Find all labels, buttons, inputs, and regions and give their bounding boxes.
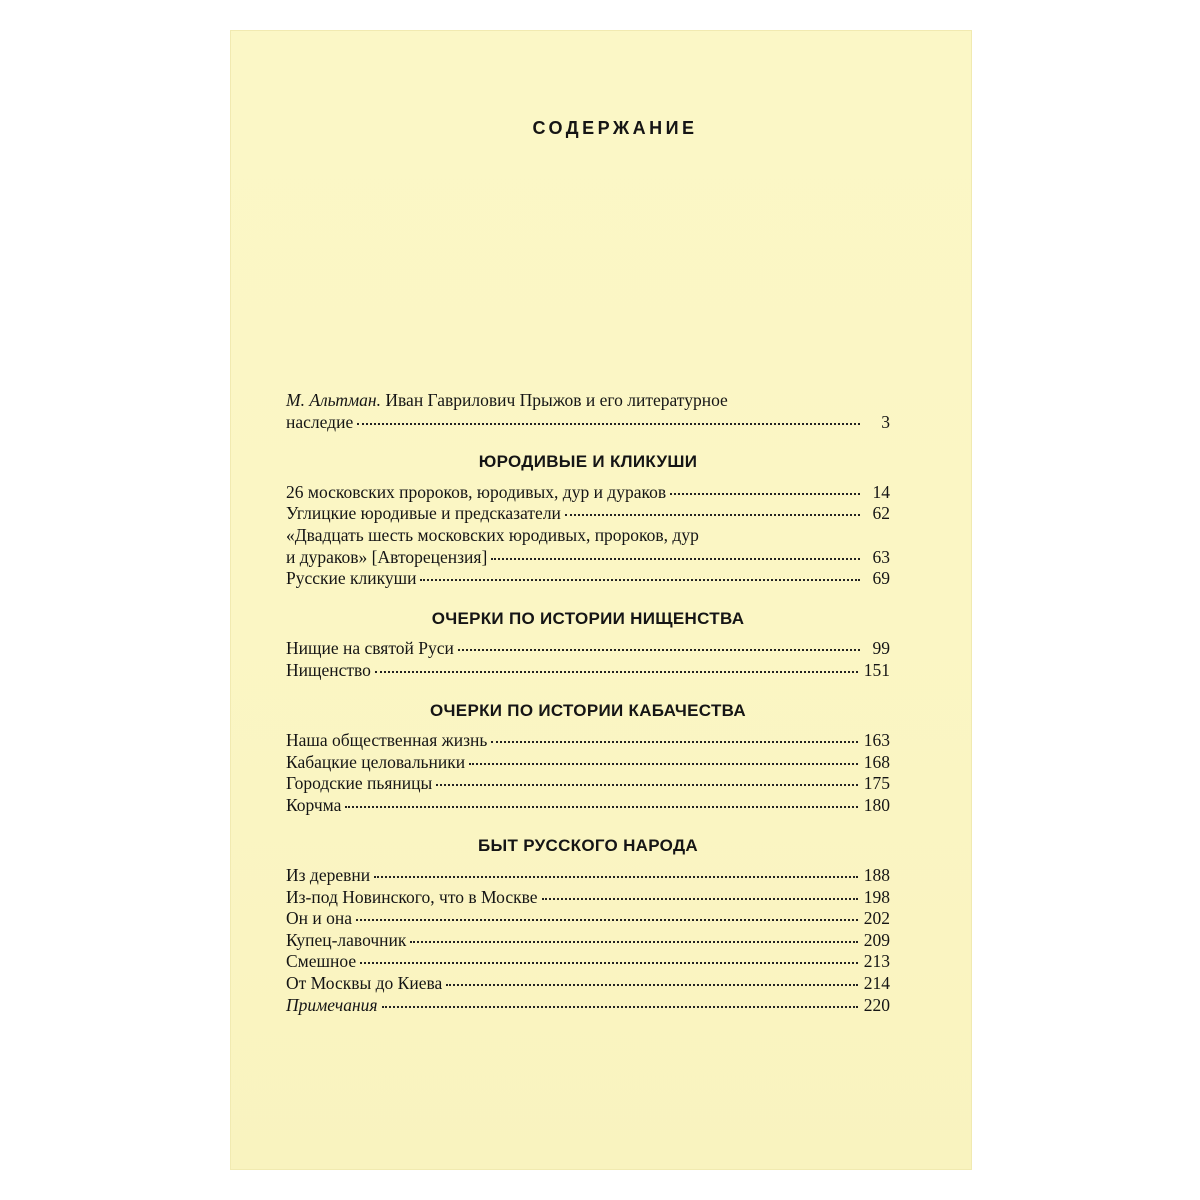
page-title: СОДЕРЖАНИЕ: [532, 118, 698, 138]
toc-entry-page-number: 220: [863, 994, 890, 1015]
toc-entry: [286, 951, 890, 973]
toc-entry-page-number: 99: [872, 638, 890, 659]
book-page: [230, 30, 972, 1170]
toc-entry: [286, 795, 890, 817]
toc-entry: [286, 865, 890, 887]
toc-entry-title: От Москвы до Киева: [286, 973, 443, 994]
dot-leader: [458, 649, 860, 651]
toc-entry: [286, 568, 890, 590]
intro-page-number: 3: [881, 411, 890, 432]
toc-entry-title: Смешное: [286, 951, 357, 972]
toc-entry-page-number: 198: [863, 886, 890, 907]
dot-leader: [420, 579, 860, 581]
toc-entry-page-number: 180: [863, 794, 890, 815]
toc-entry-page-number: 63: [872, 546, 890, 567]
toc-entry: [286, 908, 890, 930]
toc-entry: [286, 995, 890, 1017]
toc-entry-title: Он и она: [286, 908, 353, 929]
dot-leader: [565, 514, 860, 516]
toc-sections: [286, 451, 890, 1016]
toc-entry-page-number: 214: [863, 973, 890, 994]
dot-leader: [410, 941, 857, 943]
toc-entry-title-line1: «Двадцать шесть московских юродивых, пророков, дур: [286, 524, 699, 545]
dot-leader: [491, 741, 857, 743]
dot-leader: [375, 671, 858, 673]
dot-leader: [436, 784, 857, 786]
intro-title-line2: наследие: [286, 411, 354, 432]
table-of-contents: [286, 390, 890, 1016]
toc-entry-title: Примечания: [286, 994, 378, 1015]
intro-entry-line2: [286, 412, 890, 434]
section-heading: ОЧЕРКИ ПО ИСТОРИИ КАБАЧЕСТВА: [430, 700, 746, 720]
toc-entry: [286, 887, 890, 909]
dot-leader: [357, 423, 860, 425]
toc-entry-page-number: 62: [872, 503, 890, 524]
toc-entry-page-number: 175: [863, 773, 890, 794]
toc-entry: [286, 638, 890, 660]
toc-entry: [286, 547, 890, 569]
section-heading: БЫТ РУССКОГО НАРОДА: [478, 835, 698, 855]
dot-leader: [374, 876, 858, 878]
toc-entry: [286, 660, 890, 682]
toc-entry: [286, 930, 890, 952]
toc-entry-page-number: 14: [872, 481, 890, 502]
toc-entry-title: Кабацкие целовальники: [286, 751, 466, 772]
toc-entry-title: Купец-лавочник: [286, 929, 407, 950]
intro-entry: [286, 390, 890, 433]
toc-entry-page-number: 151: [863, 659, 890, 680]
section-heading: ОЧЕРКИ ПО ИСТОРИИ НИЩЕНСТВА: [431, 608, 745, 628]
toc-entry-title: Нищенство: [286, 659, 371, 680]
toc-entry: [286, 482, 890, 504]
toc-entry-title: и дураков» [Авторецензия]: [286, 546, 488, 567]
dot-leader: [542, 898, 858, 900]
toc-entry-title: Из-под Новинского, что в Москве: [286, 886, 538, 907]
dot-leader: [491, 558, 860, 560]
toc-entry-title: Из деревни: [286, 865, 371, 886]
dot-leader: [356, 919, 858, 921]
toc-entry: [286, 973, 890, 995]
intro-title-line1: Иван Гаврилович Прыжов и его литературное: [385, 390, 728, 410]
toc-entry-title: Городские пьяницы: [286, 773, 433, 794]
toc-entry-title: Нищие на святой Руси: [286, 638, 454, 659]
toc-entry-title: 26 московских пророков, юродивых, дур и дураков: [286, 481, 667, 502]
toc-entry-title: Наша общественная жизнь: [286, 730, 488, 751]
dot-leader: [345, 806, 857, 808]
toc-entry-page-number: 168: [863, 751, 890, 772]
toc-entry: [286, 773, 890, 795]
intro-author: М. Альтман.: [286, 390, 381, 410]
dot-leader: [446, 984, 857, 986]
intro-entry-line1: [286, 390, 890, 412]
dot-leader: [469, 763, 858, 765]
dot-leader: [382, 1006, 858, 1008]
dot-leader: [360, 962, 858, 964]
toc-entry-page-number: 202: [863, 908, 890, 929]
toc-entry-page-number: 188: [863, 865, 890, 886]
toc-entry-title: Углицкие юродивые и предсказатели: [286, 503, 561, 524]
toc-entry: [286, 730, 890, 752]
toc-entry-page-number: 213: [863, 951, 890, 972]
toc-entry-title: Русские кликуши: [286, 568, 417, 589]
section-heading: ЮРОДИВЫЕ И КЛИКУШИ: [478, 452, 698, 472]
toc-entry-page-number: 209: [863, 929, 890, 950]
dot-leader: [670, 493, 860, 495]
toc-entry-page-number: 163: [863, 730, 890, 751]
toc-entry-page-number: 69: [872, 568, 890, 589]
toc-entry: [286, 752, 890, 774]
toc-entry: [286, 503, 890, 525]
toc-entry-title: Корчма: [286, 794, 342, 815]
